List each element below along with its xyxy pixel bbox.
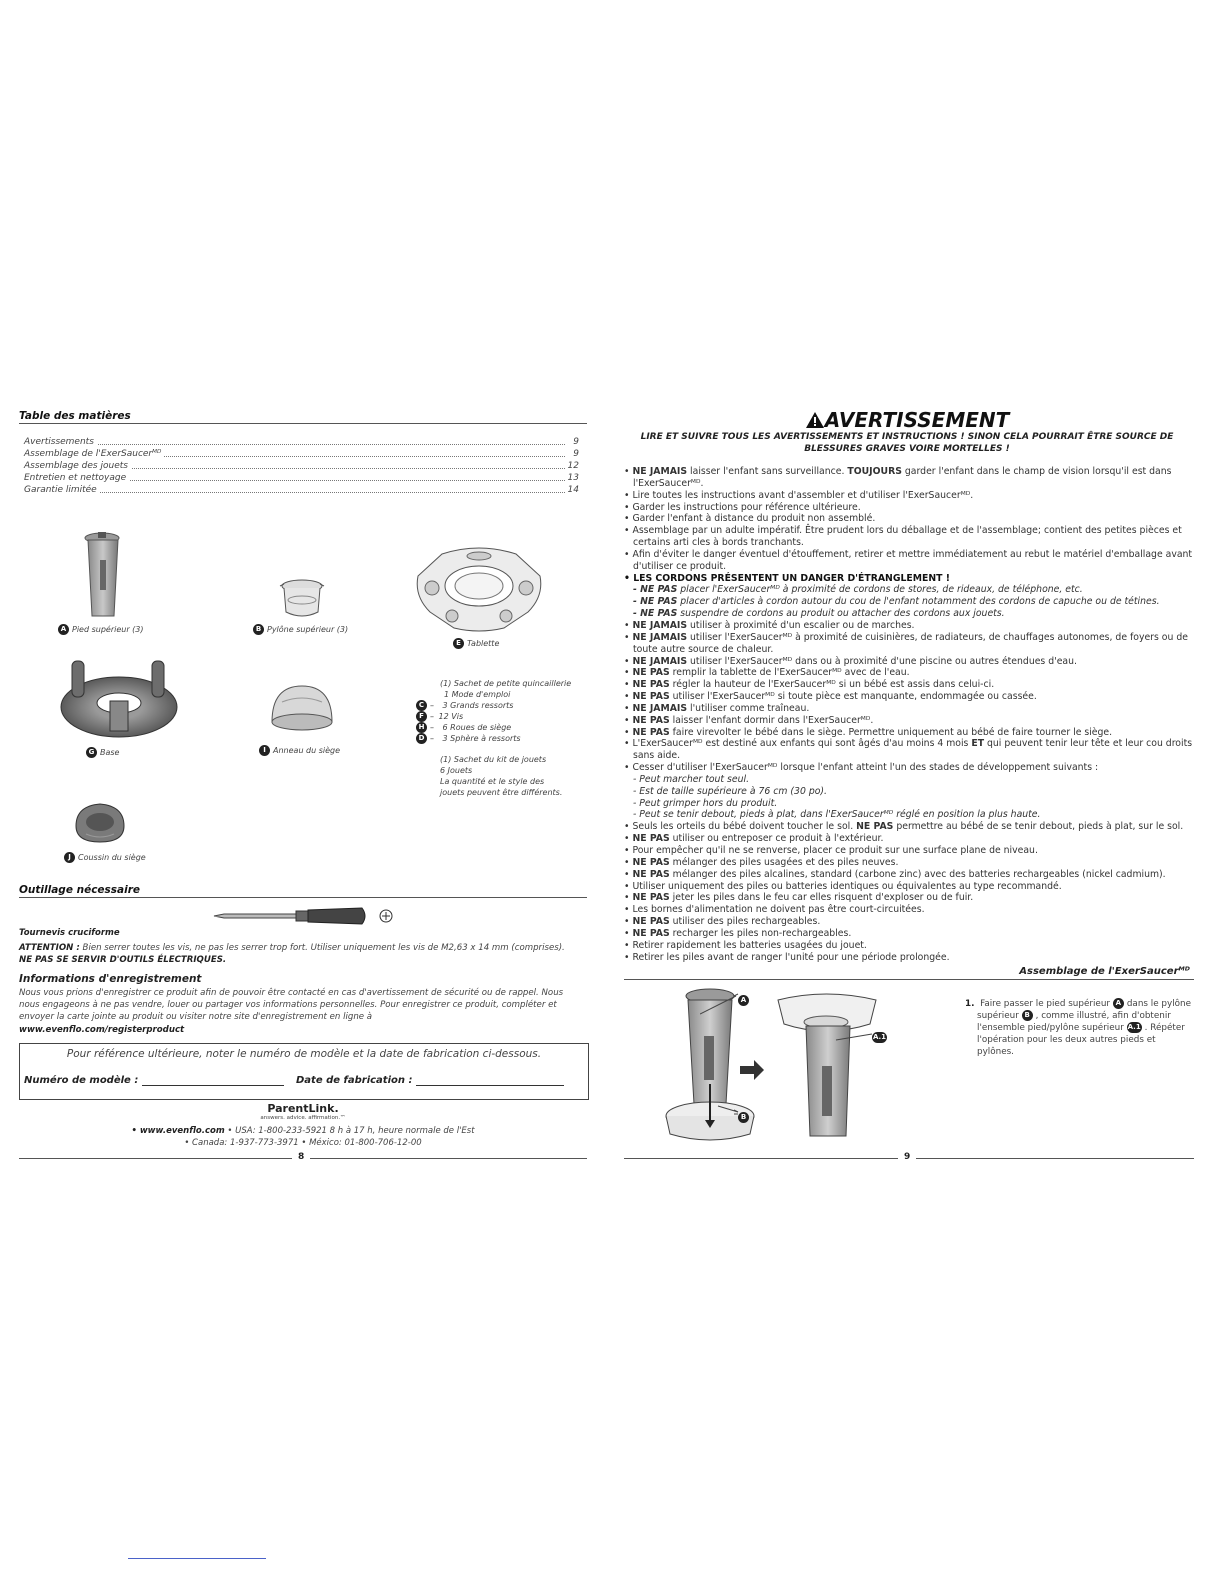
model-number-field[interactable]: Numéro de modèle : — [24, 1075, 284, 1086]
toc-item[interactable]: Avertissements 9 — [24, 437, 579, 447]
part-j-caption: J Coussin du siège — [64, 852, 146, 863]
reference-box — [19, 1043, 589, 1100]
list-item: • NE PAS utiliser l'ExerSaucerᴹᴰ si toute pièce est manquante, endommagée ou cassée. — [624, 691, 1037, 703]
warnings-list — [624, 466, 1193, 963]
kit-manual: 1 Mode d'emploi — [444, 690, 511, 699]
list-item: • Cesser d'utiliser l'ExerSaucerᴹᴰ lorsque l'enfant atteint l'un des stades de développement suivants : — [624, 762, 1099, 774]
registration-title: Informations d'enregistrement — [19, 973, 202, 985]
toc-rule — [19, 423, 587, 424]
list-item: • Retirer les piles avant de ranger l'unité pour une période prolongée. — [624, 951, 950, 963]
assembly-step-1: 1. Faire passer le pied supérieur A dans le pylône supérieur B , comme illustré, afin d'obtenir l'ensemble pied/pylône supérieur A.1 . Répéter l'opération pour les deux autres pieds et pylônes. — [965, 999, 1192, 1057]
kit-toys-note: La quantité et le style des — [440, 777, 545, 786]
list-item: • NE JAMAIS utiliser à proximité d'un escalier ou de marches. — [624, 619, 915, 631]
hardware-kit — [416, 678, 576, 798]
kit-hardware-title: (1) Sachet de petite quincaillerie — [440, 679, 572, 688]
list-item: • NE PAS utiliser ou entreposer ce produit à l'extérieur. — [624, 833, 884, 845]
part-a-caption: A Pied supérieur (3) — [58, 624, 144, 635]
upper-leg-illustration — [78, 530, 128, 620]
callout-b: B — [738, 1107, 752, 1126]
attention-note: ATTENTION : Bien serrer toutes les vis, ne pas les serrer trop fort. Utiliser uniquement les vis de M2,63 x 14 mm (comprises). — [19, 943, 565, 953]
contact-line-1: • www.evenflo.com • USA: 1-800-233-5921 8 h à 17 h, heure normale de l'Est — [131, 1126, 475, 1136]
list-item: • L'ExerSaucerᴹᴰ est destiné aux enfants qui sont âgés d'au moins 4 mois ET qui peuvent tenir leur tête et leur cou droits — [624, 738, 1193, 750]
list-item: - Peut se tenir debout, pieds à plat, dans l'ExerSaucerᴹᴰ réglé en position la plus haute. — [633, 809, 1041, 821]
registration-url[interactable]: www.evenflo.com/registerproduct — [19, 1025, 185, 1035]
kit-item: F – 12 Vis — [416, 711, 576, 722]
tray-illustration — [412, 546, 546, 632]
list-item: • Lire toutes les instructions avant d'assembler et d'utiliser l'ExerSaucerᴹᴰ. — [624, 489, 974, 501]
kit-item: D – 3 Sphère à ressorts — [416, 733, 576, 744]
part-i-caption: I Anneau du siège — [259, 745, 340, 756]
list-item: • NE JAMAIS utiliser l'ExerSaucerᴹᴰ dans ou à proximité d'une piscine ou autres étendues d'eau. — [624, 655, 1077, 667]
reference-note: Pour référence ultérieure, noter le numéro de modèle et la date de fabrication ci-dessous. — [66, 1048, 542, 1060]
list-item: • Retirer rapidement les batteries usagées du jouet. — [624, 939, 867, 951]
registration-text: Nous vous prions d'enregistrer ce produit afin de pouvoir être contacté en cas d'avertissement de sécurité ou de rappel. Nous nous engageons à ne pas vendre, louer ou partager vos informations personnelles. Pour enregistrer ce produit, compléter et envoyer la carte jointe au produit ou visiter notre site d'enregistrement en ligne à — [19, 988, 564, 1022]
list-item: • NE PAS mélanger des piles alcalines, standard (carbone zinc) avec des batteries rechargeables (nickel cadmium). — [624, 868, 1166, 880]
assembly-rule — [624, 979, 1194, 980]
list-item: • Utiliser uniquement des piles ou batteries identiques ou équivalentes au type recommandé. — [624, 880, 1062, 892]
list-item: • NE PAS régler la hauteur de l'ExerSaucerᴹᴰ si un bébé est assis dans celui-ci. — [624, 679, 995, 691]
tool-name: Tournevis cruciforme — [19, 928, 120, 938]
callout-lines — [700, 994, 880, 1124]
list-item: • NE PAS faire virevolter le bébé dans le siège. Permettre uniquement au bébé de faire tourner le siège. — [624, 726, 1113, 738]
list-item: - NE PAS placer d'articles à cordon autour du cou de l'enfant notamment des cordons de capuche ou de tétines. — [633, 596, 1160, 608]
list-item: • NE JAMAIS utiliser l'ExerSaucerᴹᴰ à proximité de cuisinières, de radiateurs, de chauffages autonomes, de foyers ou de — [624, 631, 1188, 643]
screwdriver-icon — [212, 906, 398, 926]
list-item: • Les bornes d'alimentation ne doivent pas être court-circuitées. — [624, 904, 925, 916]
list-item: • NE PAS utiliser des piles rechargeables. — [624, 916, 821, 928]
list-item: d'utiliser ce produit. — [633, 560, 727, 572]
callout-a: A — [738, 990, 752, 1009]
list-item: • NE PAS laisser l'enfant dormir dans l'ExerSaucerᴹᴰ. — [624, 714, 874, 726]
bottom-link-underline — [128, 1558, 266, 1559]
list-item: • Garder les instructions pour référence ultérieure. — [624, 501, 861, 513]
list-item: - Est de taille supérieure à 76 cm (30 po). — [633, 785, 827, 797]
list-item: • Garder l'enfant à distance du produit non assemblé. — [624, 513, 876, 525]
seat-pad-illustration — [72, 800, 128, 846]
seat-ring-illustration — [268, 682, 336, 734]
list-item: • NE PAS jeter les piles dans le feu car elles risquent d'exploser ou de fuir. — [624, 892, 974, 904]
list-item: • Afin d'éviter le danger éventuel d'étouffement, retirer et mettre immédiatement au rebut le matériel d'emballage avant — [624, 548, 1193, 560]
kit-toys-title: (1) Sachet du kit de jouets — [440, 755, 547, 764]
list-item: • NE JAMAIS l'utiliser comme traîneau. — [624, 702, 810, 714]
kit-toys-note: jouets peuvent être différents. — [440, 788, 563, 797]
callout-a1: A.1 — [872, 1033, 887, 1041]
list-item: • NE JAMAIS laisser l'enfant sans surveillance. TOUJOURS garder l'enfant dans le champ de vision lorsqu'il est dans — [624, 466, 1172, 477]
tools-rule — [19, 897, 587, 898]
part-e-caption: E Tablette — [453, 638, 499, 649]
list-item: - Peut marcher tout seul. — [633, 773, 750, 785]
part-g-caption: G Base — [86, 747, 119, 758]
list-item: • NE PAS remplir la tablette de l'ExerSaucerᴹᴰ avec de l'eau. — [624, 667, 910, 679]
assembly-title: Assemblage de l'ExerSaucerᴹᴰ — [1019, 966, 1190, 977]
list-item: • Seuls les orteils du bébé doivent toucher le sol. NE PAS permettre au bébé de se tenir debout, pieds à plat, sur le sol. — [624, 821, 1184, 833]
list-item: - NE PAS suspendre de cordons au produit ou attacher des cordons aux jouets. — [633, 608, 1005, 620]
list-item: • Pour empêcher qu'il ne se renverse, placer ce produit sur une surface plane de niveau. — [624, 845, 1038, 856]
list-item: sans aide. — [633, 750, 681, 762]
page-number-8: 8 — [292, 1152, 310, 1162]
warning-heading: AVERTISSEMENT — [624, 408, 1190, 432]
manufacture-date-field[interactable]: Date de fabrication : — [296, 1075, 564, 1086]
tools-title: Outillage nécessaire — [19, 884, 141, 896]
base-illustration — [58, 655, 180, 741]
part-b-caption: B Pylône supérieur (3) — [253, 624, 348, 635]
list-item: • LES CORDONS PRÉSENTENT UN DANGER D'ÉTRANGLEMENT ! — [624, 572, 950, 584]
toc-title: Table des matières — [19, 410, 131, 422]
no-power-tools: NE PAS SE SERVIR D'OUTILS ÉLECTRIQUES. — [19, 955, 227, 965]
list-item: • Assemblage par un adulte impératif. Être prudent lors du déballage et de l'assemblage; contient des petites pièces et — [624, 525, 1182, 537]
page-number-9: 9 — [898, 1152, 916, 1162]
toc-item[interactable]: Entretien et nettoyage 13 — [24, 473, 579, 483]
kit-item: H – 6 Roues de siège — [416, 722, 576, 733]
warning-subheading: LIRE ET SUIVRE TOUS LES AVERTISSEMENTS ET INSTRUCTIONS ! SINON CELA POURRAIT ÊTRE SOURCE DE BLESSURES GRAVES VOIRE MORTELLES ! — [640, 432, 1174, 454]
kit-item: C – 3 Grands ressorts — [416, 700, 576, 711]
toc-item[interactable]: Assemblage de l'ExerSaucerᴹᴰ 9 — [24, 449, 579, 459]
list-item: certains arti cles à bords tranchants. — [633, 537, 804, 549]
toc-item[interactable]: Garantie limitée 14 — [24, 485, 579, 495]
parentlink-logo: ParentLink. answers. advice. affirmation.™ — [260, 1102, 346, 1121]
list-item: • NE PAS recharger les piles non-rechargeables. — [624, 927, 852, 939]
list-item: l'ExerSaucerᴹᴰ. — [633, 477, 704, 489]
list-item: - NE PAS placer l'ExerSaucerᴹᴰ à proximité de cordons de stores, de rideaux, de téléphone, etc. — [633, 584, 1083, 596]
list-item: toute autre source de chaleur. — [633, 643, 774, 655]
warning-triangle-icon — [805, 411, 825, 429]
contact-line-2: • Canada: 1-937-773-3971 • México: 01-800-706-12-00 — [184, 1138, 422, 1148]
list-item: - Peut grimper hors du produit. — [633, 797, 778, 809]
list-item: • NE PAS mélanger des piles usagées et des piles neuves. — [624, 856, 899, 868]
kit-toys-count: 6 Jouets — [440, 766, 473, 775]
upper-pylon-illustration — [278, 578, 326, 620]
toc-item[interactable]: Assemblage des jouets 12 — [24, 461, 579, 471]
